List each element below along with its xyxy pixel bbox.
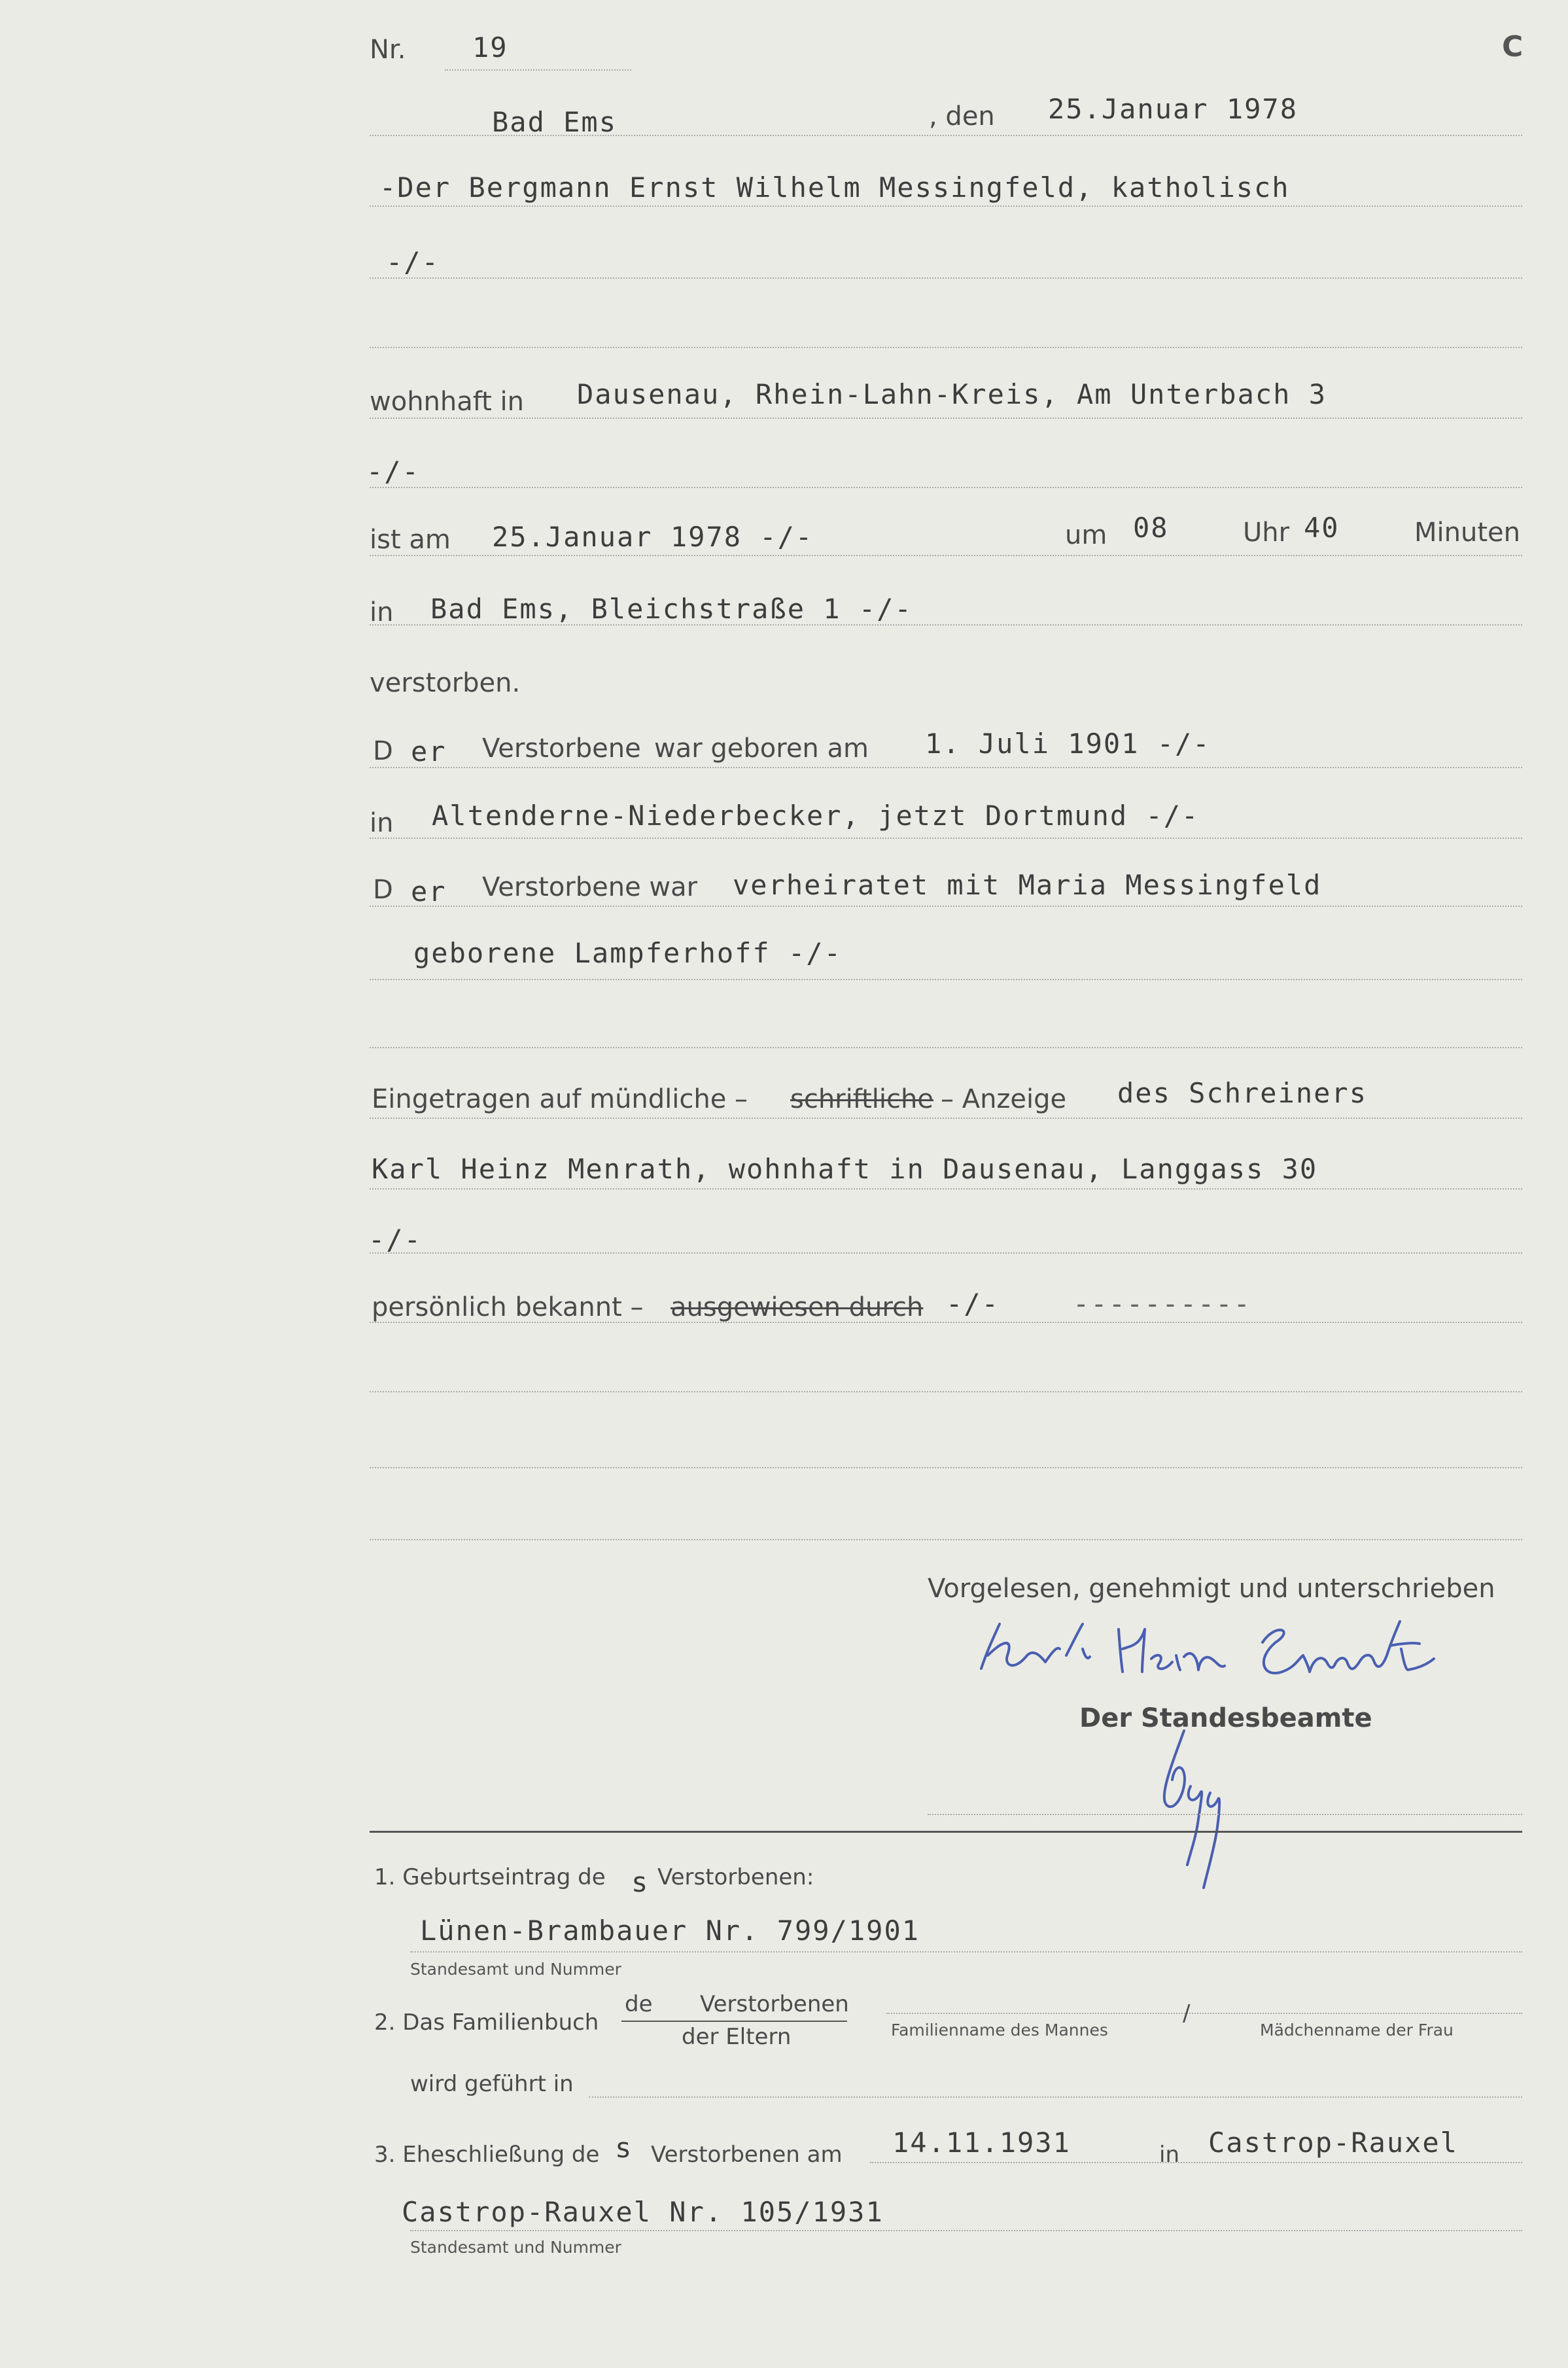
footer-item2-frau: Mädchenname der Frau bbox=[1260, 2021, 1454, 2040]
footer-item3-rest: Verstorbenen am bbox=[651, 2142, 843, 2168]
footer-item2-gefuehrt: wird geführt in bbox=[410, 2071, 574, 2097]
um-label: um bbox=[1065, 520, 1107, 550]
footer-item3-place: Castrop-Rauxel bbox=[1208, 2127, 1459, 2159]
minuten-label: Minuten bbox=[1414, 518, 1520, 548]
footer-item1-rest: Verstorbenen: bbox=[657, 1864, 814, 1890]
footer-item1-value: Lünen-Brambauer Nr. 799/1901 bbox=[420, 1915, 920, 1947]
born-verstorbene-label: Verstorbene bbox=[482, 733, 641, 764]
footer-item2-slash: / bbox=[1183, 2000, 1191, 2026]
footer-item2-eltern: der Eltern bbox=[682, 2024, 792, 2050]
informant-signature bbox=[968, 1610, 1439, 1695]
footer-item3-value: Castrop-Rauxel Nr. 105/1931 bbox=[402, 2196, 884, 2228]
dotted-line bbox=[370, 624, 1522, 626]
dotted-line bbox=[370, 487, 1522, 488]
dotted-line bbox=[589, 2096, 1522, 2098]
date-value: 25.Januar 1978 bbox=[1048, 93, 1298, 125]
dotted-line bbox=[410, 2230, 1522, 2231]
dotted-line bbox=[410, 1951, 1522, 1953]
dotted-line bbox=[445, 69, 631, 71]
dotted-line bbox=[370, 347, 1522, 348]
dotted-line bbox=[886, 2013, 1522, 2014]
dotted-line bbox=[370, 1188, 1522, 1190]
death-place: Bad Ems, Bleichstraße 1 -/- bbox=[430, 593, 913, 625]
dotted-line bbox=[370, 1391, 1522, 1392]
ist-am-label: ist am bbox=[370, 525, 451, 555]
uhr-label: Uhr bbox=[1243, 518, 1290, 548]
married-label: Verstorbene war bbox=[482, 872, 698, 902]
dotted-line bbox=[370, 1118, 1522, 1119]
dotted-line bbox=[370, 1467, 1522, 1468]
dotted-line bbox=[370, 979, 1522, 980]
den-label: , den bbox=[929, 101, 995, 132]
dotted-line bbox=[870, 2162, 1522, 2163]
fraction-line bbox=[621, 2021, 847, 2022]
informant-continuation: -/- bbox=[368, 1224, 422, 1256]
footer-item1-s: s bbox=[631, 1866, 650, 1898]
schriftliche-struck: schriftliche bbox=[790, 1084, 933, 1114]
spouse-line: geborene Lampferhoff -/- bbox=[413, 937, 842, 969]
bekannt-value: -/- bbox=[946, 1288, 1000, 1320]
verstorben-label: verstorben. bbox=[370, 668, 521, 698]
place-value: Bad Ems bbox=[492, 106, 618, 138]
footer-item3-s: s bbox=[615, 2132, 633, 2164]
footer-item3-caption: Standesamt und Nummer bbox=[410, 2238, 621, 2257]
anzeige-label: – Anzeige bbox=[941, 1084, 1067, 1114]
dotted-line bbox=[370, 767, 1522, 768]
footer-separator bbox=[370, 1831, 1522, 1833]
official-signature bbox=[1138, 1727, 1256, 1898]
eingetragen-label: Eingetragen auf mündliche – bbox=[372, 1084, 748, 1114]
footer-item3-label: 3. Eheschließung de bbox=[374, 2142, 600, 2168]
dotted-line bbox=[370, 838, 1522, 839]
in-label: in bbox=[370, 597, 394, 627]
born-d-label: D bbox=[373, 736, 393, 766]
dotted-line bbox=[370, 135, 1522, 136]
married-value: verheiratet mit Maria Messingfeld bbox=[733, 869, 1322, 901]
born-er-typed: er bbox=[411, 735, 447, 768]
person-continuation: -/- bbox=[386, 246, 440, 278]
ausgewiesen-struck: ausgewiesen durch bbox=[671, 1292, 924, 1322]
wohnhaft-label: wohnhaft in bbox=[370, 387, 524, 417]
dotted-line bbox=[370, 277, 1522, 279]
dotted-line bbox=[370, 417, 1522, 419]
dotted-line bbox=[370, 555, 1522, 556]
minute-value: 40 bbox=[1304, 512, 1340, 544]
dotted-line bbox=[370, 906, 1522, 907]
footer-item2-label: 2. Das Familienbuch bbox=[374, 2009, 599, 2036]
bekannt-dashes: ---------- bbox=[1073, 1288, 1251, 1320]
wohnhaft-continuation: -/- bbox=[366, 455, 420, 487]
dotted-line bbox=[928, 1814, 1522, 1815]
footer-item1-caption: Standesamt und Nummer bbox=[410, 1960, 621, 1979]
born-geboren-label: war geboren am bbox=[654, 733, 869, 764]
married-d-label: D bbox=[373, 875, 393, 905]
vorgelesen-text: Vorgelesen, genehmigt und unterschrieben bbox=[928, 1574, 1495, 1604]
hour-value: 08 bbox=[1133, 512, 1169, 544]
anzeige-value: des Schreiners bbox=[1117, 1077, 1368, 1109]
married-er-typed: er bbox=[411, 875, 447, 908]
footer-item2-verstorbenen: Verstorbenen bbox=[700, 1991, 849, 2017]
standesbeamte-label: Der Standesbeamte bbox=[1079, 1703, 1372, 1733]
death-date: 25.Januar 1978 -/- bbox=[492, 521, 814, 553]
nr-value: 19 bbox=[472, 31, 508, 63]
dotted-line bbox=[370, 1252, 1522, 1254]
birth-in-label: in bbox=[370, 808, 394, 838]
informant-line: Karl Heinz Menrath, wohnhaft in Dausenau, Langgass 30 bbox=[372, 1153, 1318, 1185]
footer-item3-date: 14.11.1931 bbox=[892, 2127, 1071, 2159]
dotted-line bbox=[370, 1047, 1522, 1048]
dotted-line bbox=[370, 1322, 1522, 1323]
nr-label: Nr. bbox=[370, 35, 406, 65]
birth-date: 1. Juli 1901 -/- bbox=[925, 728, 1211, 760]
footer-item2-de: de bbox=[625, 1991, 653, 2017]
dotted-line bbox=[370, 1539, 1522, 1540]
bekannt-label: persönlich bekannt – bbox=[372, 1292, 644, 1322]
person-line: -Der Bergmann Ernst Wilhelm Messingfeld, katholisch bbox=[379, 171, 1290, 203]
footer-item2-mannes: Familienname des Mannes bbox=[891, 2021, 1108, 2040]
wohnhaft-value: Dausenau, Rhein-Lahn-Kreis, Am Unterbach 3 bbox=[577, 378, 1327, 410]
birth-place: Altenderne-Niederbecker, jetzt Dortmund -/- bbox=[432, 800, 1200, 832]
footer-item1-label: 1. Geburtseintrag de bbox=[374, 1864, 606, 1890]
dotted-line bbox=[370, 205, 1522, 207]
corner-letter: C bbox=[1502, 30, 1524, 63]
footer-item3-in: in bbox=[1159, 2142, 1179, 2168]
